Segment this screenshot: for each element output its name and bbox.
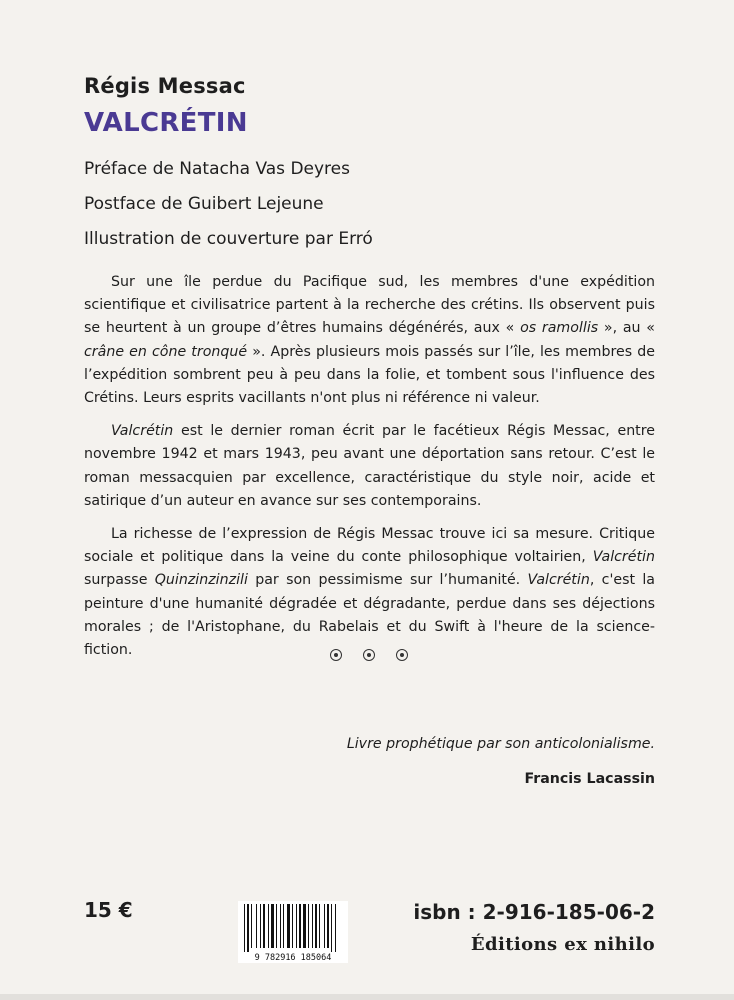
barcode-bar: [308, 904, 309, 948]
barcode-bar: [271, 904, 274, 948]
barcode-digits: 9 782916 185064: [254, 953, 332, 963]
italic-run: Valcrétin: [527, 572, 590, 589]
blurb: [84, 271, 655, 672]
barcode-bar: [292, 904, 293, 948]
barcode-bar: [280, 904, 281, 948]
section-ornaments: [330, 649, 408, 661]
barcode-bar: [283, 904, 284, 948]
book-title: VALCRÉTIN: [84, 108, 248, 138]
blurb-paragraph-3: [84, 523, 655, 662]
barcode: [238, 901, 348, 963]
barcode-bar: [268, 904, 269, 948]
text-run: Sur une île perdue du Pacifique sud, les membres d'une expédition scientifique et civilisatrice partent à la recherche des crétins. Ils observent puis se heurtent à un groupe d’êtres humains dégénérés, aux «: [84, 274, 655, 337]
blurb-paragraph-1: [84, 271, 655, 410]
italic-run: os ramollis: [520, 320, 599, 337]
barcode-bar: [263, 904, 265, 948]
barcode-bar: [287, 904, 290, 948]
barcode-bar: [315, 904, 317, 948]
publisher-name: Éditions ex nihilo: [470, 934, 655, 955]
text-run: surpasse: [84, 572, 155, 589]
text-run: ». Après plusieurs mois passés sur l’île, les membres de l’expédition sombrent peu à peu dans la folie, et tombent sous l'influence des Crétins. Leurs esprits vacillants n'ont plus ni référence ni valeur.: [84, 343, 655, 407]
barcode-bar: [299, 904, 301, 948]
barcode-bar: [276, 904, 277, 948]
barcode-bar: [335, 904, 336, 952]
illustration-credit: Illustration de couverture par Erró: [84, 229, 373, 249]
price-label: 15 €: [84, 898, 133, 922]
review-quote: Livre prophétique par son anticolonialisme.: [346, 736, 655, 752]
barcode-bar: [327, 904, 329, 948]
barcode-bar: [260, 904, 261, 948]
barcode-bar: [247, 904, 249, 952]
barcode-bar: [324, 904, 325, 948]
italic-run: Valcrétin: [592, 549, 655, 566]
circle-dot-icon: [330, 649, 342, 661]
isbn-label: isbn : 2-916-185-06-2: [413, 900, 655, 924]
quote-author: Francis Lacassin: [524, 771, 655, 787]
barcode-bar: [303, 904, 306, 948]
postface-credit: Postface de Guibert Lejeune: [84, 194, 324, 214]
barcode-bar: [312, 904, 313, 948]
credits-list: [84, 152, 373, 257]
barcode-graphic: [238, 901, 348, 963]
barcode-bar: [319, 904, 320, 948]
circle-dot-icon: [396, 649, 408, 661]
barcode-bar: [251, 904, 252, 948]
italic-run: Valcrétin: [111, 423, 174, 440]
text-run: », au «: [598, 320, 655, 337]
barcode-bar: [331, 904, 332, 952]
italic-run: Quinzinzinzili: [154, 572, 248, 589]
author-name: Régis Messac: [84, 74, 246, 98]
text-run: , c'est la peinture d'une humanité dégradée et dégradante, perdue dans ses déjections morales ; de l'Aristophane, du Rabelais et du Swift à l'heure de la science-fiction.: [84, 572, 655, 659]
barcode-bar: [244, 904, 245, 952]
text-run: par son pessimisme sur l’humanité.: [247, 572, 528, 589]
page-fold-edge: [0, 994, 734, 1000]
circle-dot-icon: [363, 649, 375, 661]
preface-credit: Préface de Natacha Vas Deyres: [84, 159, 350, 179]
barcode-bar: [256, 904, 257, 948]
blurb-paragraph-2: [84, 420, 655, 513]
barcode-bar: [296, 904, 297, 948]
italic-run: crâne en cône tronqué: [84, 343, 248, 360]
text-run: est le dernier roman écrit par le facétieux Régis Messac, entre novembre 1942 et mars 1943, peu avant une déportation sans retour. C’est le roman messacquien par excellence, caractéristique du style noir, acide et satirique d’un auteur en avance sur ses contemporains.: [84, 423, 655, 509]
text-run: La richesse de l’expression de Régis Messac trouve ici sa mesure. Critique sociale et politique dans la veine du conte philosophique voltairien,: [84, 526, 655, 566]
